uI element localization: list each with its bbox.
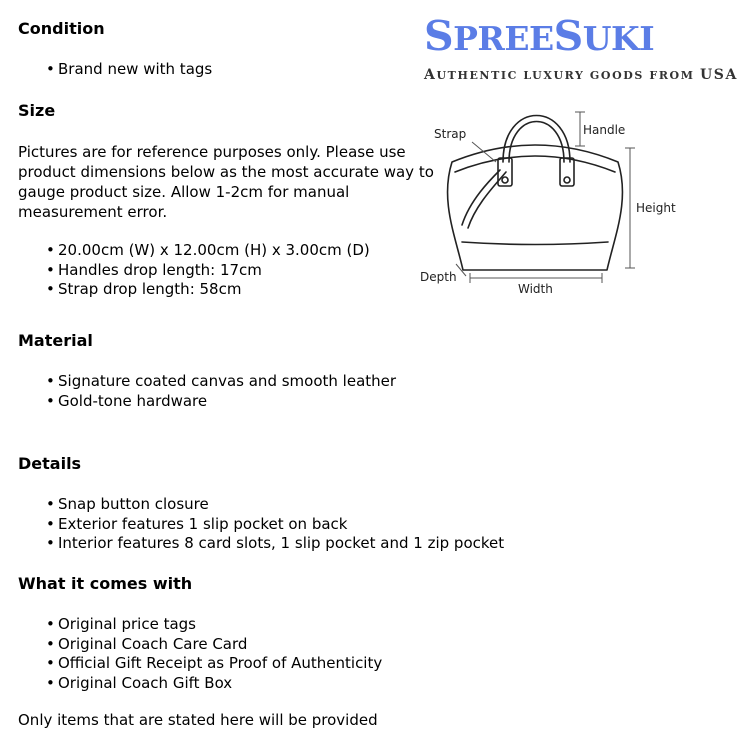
cut-off-paragraph: Only items that are stated here will be provided bbox=[18, 711, 378, 729]
list-item: • Brand new with tags bbox=[18, 60, 212, 80]
details-list bbox=[18, 495, 504, 554]
height-label: Height bbox=[636, 201, 676, 215]
bag-dimensions-diagram bbox=[410, 100, 710, 300]
list-item: • Snap button closure bbox=[18, 495, 504, 515]
list-item: • 20.00cm (W) x 12.00cm (H) x 3.00cm (D) bbox=[18, 241, 370, 261]
material-heading: Material bbox=[18, 331, 93, 350]
bag-body bbox=[448, 145, 623, 270]
paragraph-line: Pictures are for reference purposes only. Please use bbox=[18, 143, 406, 161]
size-heading: Size bbox=[18, 101, 56, 120]
condition-heading: Condition bbox=[18, 19, 105, 38]
comes-with-list bbox=[18, 615, 382, 693]
list-item: • Interior features 8 card slots, 1 slip pocket and 1 zip pocket bbox=[18, 534, 504, 554]
handle-label: Handle bbox=[583, 123, 626, 137]
list-item: • Original Coach Care Card bbox=[18, 635, 382, 655]
bag-strap bbox=[462, 170, 500, 225]
list-item: • Signature coated canvas and smooth leather bbox=[18, 372, 396, 392]
list-item: • Strap drop length: 58cm bbox=[18, 280, 370, 300]
width-label: Width bbox=[518, 282, 553, 296]
size-list bbox=[18, 241, 370, 300]
logo-wordmark: SPREESUKI bbox=[424, 12, 655, 60]
list-item: • Gold-tone hardware bbox=[18, 392, 396, 412]
condition-list bbox=[18, 60, 212, 80]
details-heading: Details bbox=[18, 454, 82, 473]
depth-label: Depth bbox=[420, 270, 457, 284]
spreesuki-logo bbox=[424, 10, 738, 83]
paragraph-line: product dimensions below as the most accurate way to bbox=[18, 163, 434, 181]
logo-tagline: AUTHENTIC LUXURY GOODS FROM USA bbox=[424, 67, 738, 83]
paragraph-line: gauge product size. Allow 1-2cm for manual bbox=[18, 183, 350, 201]
material-list bbox=[18, 372, 396, 411]
comes-with-heading: What it comes with bbox=[18, 574, 193, 593]
paragraph-line: measurement error. bbox=[18, 203, 168, 221]
list-item: • Official Gift Receipt as Proof of Authenticity bbox=[18, 654, 382, 674]
size-paragraph bbox=[18, 142, 434, 222]
strap-label: Strap bbox=[434, 127, 467, 141]
list-item: • Handles drop length: 17cm bbox=[18, 261, 370, 281]
list-item: • Original Coach Gift Box bbox=[18, 674, 382, 694]
list-item: • Original price tags bbox=[18, 615, 382, 635]
list-item: • Exterior features 1 slip pocket on back bbox=[18, 515, 504, 535]
